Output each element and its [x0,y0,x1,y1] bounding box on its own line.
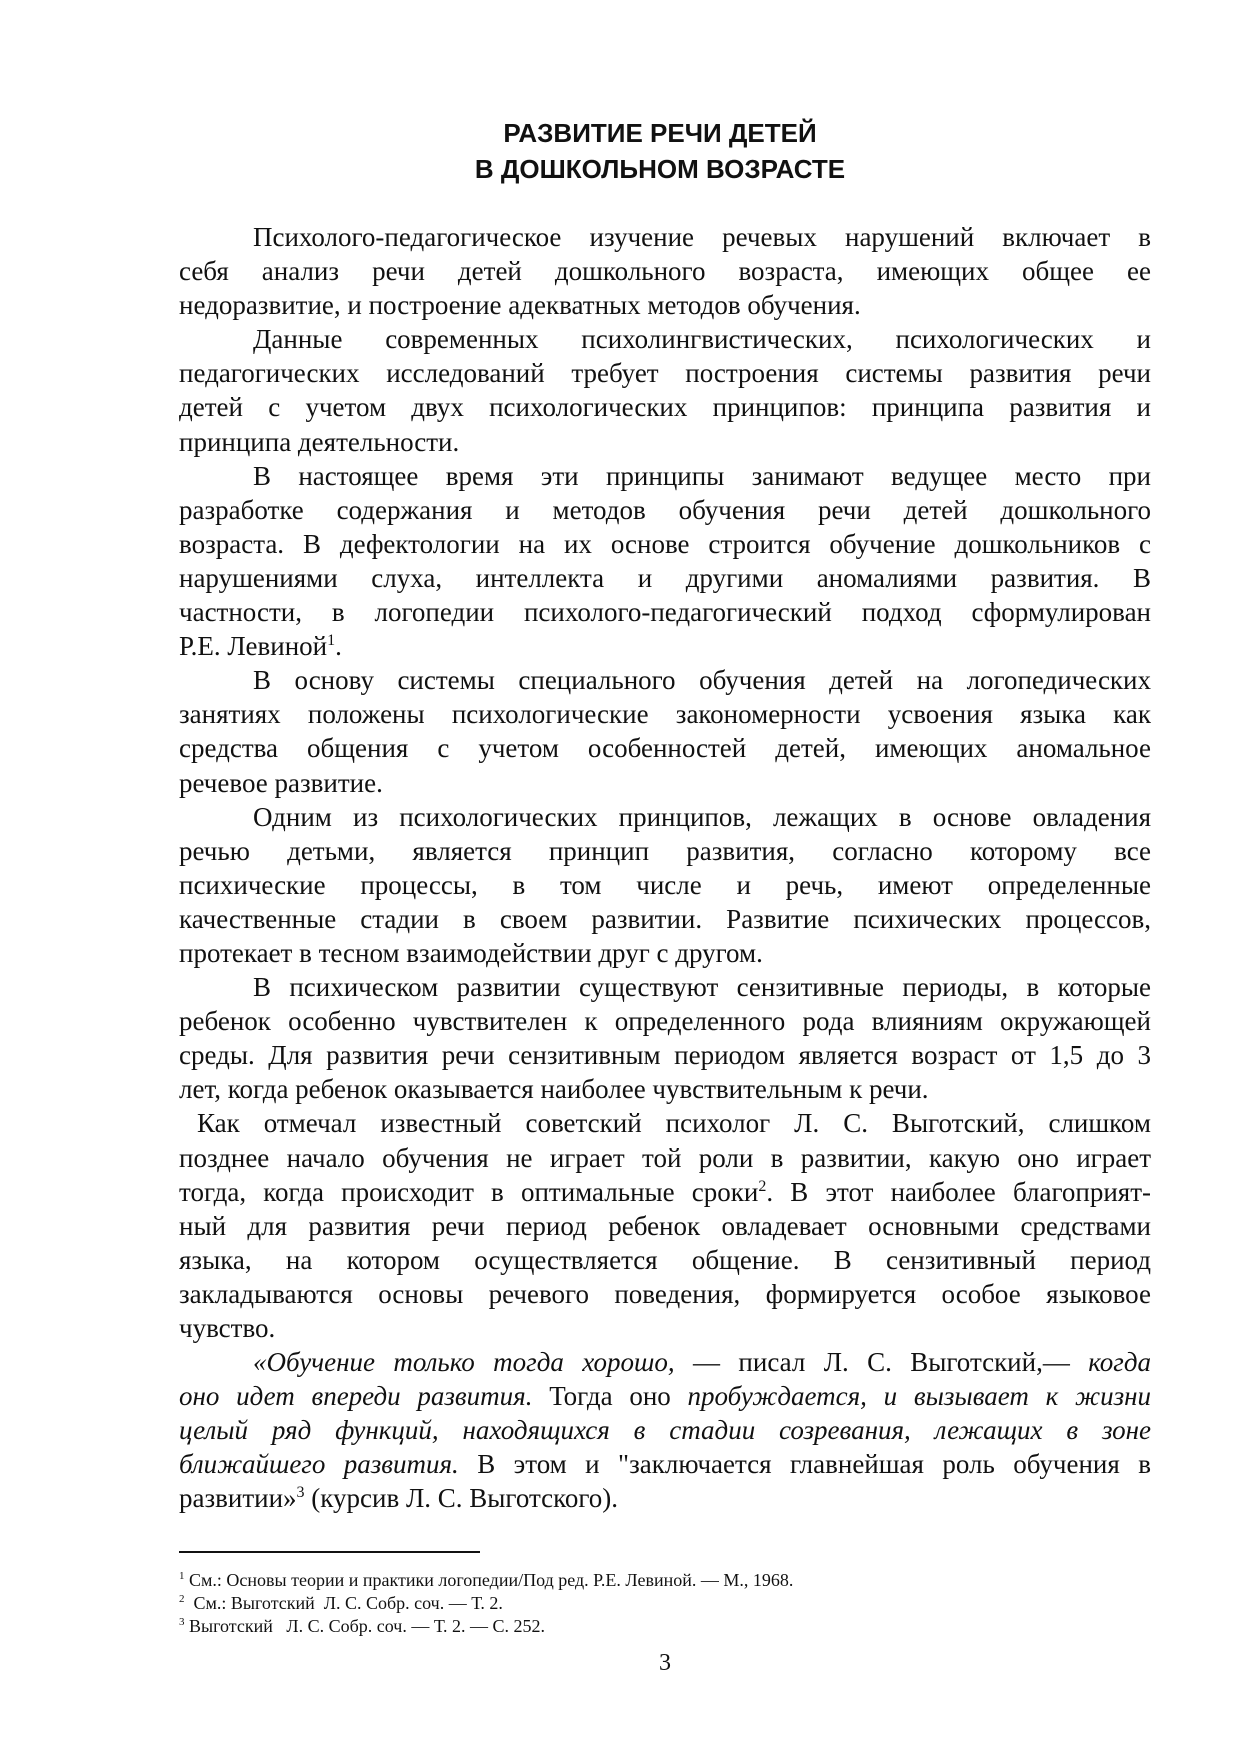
body-text [179,220,1151,1516]
paragraph-line [179,493,1151,527]
paragraph-line [179,800,1151,834]
paragraph-line [179,834,1151,868]
footnote-text: См.: Основы теории и практики логопедии/Под ред. Р.Е. Левиной. — М., 1968. [184,1570,794,1590]
text-span: недоразвитие, и построение адекватных методов обучения. [179,290,861,321]
text-span: пробуждается, и вызывает к жизни [687,1381,1151,1412]
text-span: среды. Для развития речи сензитивным периодом является возраст от 1,5 до 3 [179,1040,1151,1071]
paragraph-line [179,1243,1151,1277]
footnote [179,1611,793,1634]
footnote-text: Выготский Л. С. Собр. соч. — Т. 2. — С. 252. [184,1616,546,1636]
text-span: (курсив Л. С. Выготского). [304,1483,618,1514]
footnote-ref: 3 [296,1484,305,1502]
paragraph-line [179,766,1151,800]
text-span: В основу системы специального обучения детей на логопедических [253,665,1151,696]
text-span: Психолого-педагогическое изучение речевых нарушений включает в [253,222,1151,252]
title-line-2: В ДОШКОЛЬНОМ ВОЗРАСТЕ [474,154,846,184]
paragraph-line [179,731,1151,765]
paragraph-line [179,1413,1151,1447]
paragraph-line [179,1072,1151,1106]
text-span: развитии» [179,1483,297,1514]
paragraph-line [179,288,1151,322]
title-line-1: РАЗВИТИЕ РЕЧИ ДЕТЕЙ [503,118,817,148]
paragraph-line [179,868,1151,902]
text-span: В психическом развитии существуют сензитивные периоды, в которые [253,972,1151,1003]
text-span: «Обучение только тогда хорошо, [253,1347,675,1378]
footnote-number: 1 [179,1570,185,1582]
text-span: нарушениями слуха, интеллекта и другими аномалиями развития. В [179,562,1151,593]
text-span: ный для развития речи период ребенок овладевает основными средствами [179,1210,1151,1241]
paragraph-line [179,459,1151,493]
paragraph-line [179,1311,1151,1345]
paragraph-line [179,425,1151,459]
text-span: принципа деятельности. [179,426,460,457]
text-span: педагогических исследований требует построения системы развития речи [179,358,1151,389]
text-span: качественные стадии в своем развитии. Развитие психических процессов, [179,903,1151,934]
paragraph-line [179,936,1151,970]
text-span: занятиях положены психологические закономерности усвоения языка как [179,699,1151,730]
text-span: оно идет впереди развития. [179,1381,533,1412]
text-span: средства общения с учетом особенностей детей, имеющих аномальное [179,733,1151,764]
paragraph-line [179,254,1151,288]
paragraph-line [179,663,1151,697]
footnote-ref: 1 [327,632,336,650]
paragraph-line [179,970,1151,1004]
paragraph-line [179,561,1151,595]
text-span: частности, в логопедии психолого-педагогический подход сформулирован [179,597,1151,628]
text-span: — писал Л. С. Выготский,— [674,1347,1089,1378]
footnote [179,1565,793,1588]
text-span: Тогда оно [532,1381,688,1412]
text-span: ребенок особенно чувствителен к определенного рода влияниям окружающей [179,1006,1151,1037]
paragraph-line [179,1175,1151,1209]
paragraph-line [179,1379,1151,1413]
text-span: целый ряд функций, находящихся в стадии созревания, лежащих в зоне [179,1415,1151,1446]
paragraph-line [179,595,1151,629]
text-span: речевое развитие. [179,767,383,798]
text-span: разработке содержания и методов обучения речи детей дошкольного [179,494,1151,525]
paragraph-line [179,220,1151,254]
text-span: когда [1088,1347,1151,1378]
paragraph-line [179,1209,1151,1243]
footnote-number: 3 [179,1616,185,1628]
footnote-separator [179,1551,480,1553]
text-span: чувство. [179,1313,276,1343]
paragraph-line [179,1038,1151,1072]
text-span: детей с учетом двух психологических принципов: принципа развития и [179,392,1151,423]
paragraph-line [179,697,1151,731]
text-span: себя анализ речи детей дошкольного возраста, имеющих общее ее [179,256,1151,287]
paragraph-line [179,356,1151,390]
text-span: тогда, когда происходит в оптимальные сроки [179,1176,759,1207]
paragraph-line [179,1106,1151,1140]
text-span: ближайшего развития. [179,1449,459,1480]
text-span: языка, на котором осуществляется общение. В сензитивный период [179,1244,1151,1275]
text-span: . В этот наиболее благоприят- [766,1176,1151,1207]
paragraph-line [179,902,1151,936]
paragraph-line [179,1481,1151,1515]
footnotes [179,1565,793,1634]
paragraph-line [179,1447,1151,1481]
paragraph-line [179,1277,1151,1311]
text-span: Р.Е. Левиной [179,631,328,662]
footnote-number: 2 [179,1593,185,1605]
footnote [179,1588,793,1611]
text-span: Одним из психологических принципов, лежащих в основе овладения [253,801,1151,832]
paragraph-line [179,322,1151,356]
text-span: протекает в тесном взаимодействии друг с другом. [179,937,763,968]
footnote-ref: 2 [758,1177,767,1195]
text-span: В настоящее время эти принципы занимают ведущее место при [253,460,1151,491]
footnote-text: См.: Выготский Л. С. Собр. соч. — Т. 2. [184,1593,503,1613]
text-span: позднее начало обучения не играет той роли в развитии, какую оно играет [179,1142,1151,1173]
text-span: лет, когда ребенок оказывается наиболее чувствительным к речи. [179,1074,929,1105]
paragraph-line [179,1004,1151,1038]
text-span: . [335,631,342,662]
text-span: речью детьми, является принцип развития, согласно которому все [179,835,1151,866]
paragraph-line [179,1141,1151,1175]
text-span: закладываются основы речевого поведения, формируется особое языковое [179,1278,1151,1309]
text-span: В этом и "заключается главнейшая роль обучения в [458,1449,1151,1480]
paragraph-line [179,629,1151,663]
page-number: 3 [659,1650,671,1676]
text-span: возраста. В дефектологии на их основе строится обучение дошкольников с [179,528,1151,559]
paragraph-line [179,527,1151,561]
text-span: психические процессы, в том числе и речь, имеют определенные [179,869,1151,900]
text-span: Как отмечал известный советский психолог Л. С. Выготский, слишком [197,1108,1151,1139]
text-span: Данные современных психолингвистических, психологических и [253,324,1151,355]
paragraph-line [179,390,1151,424]
paragraph-line [179,1345,1151,1379]
